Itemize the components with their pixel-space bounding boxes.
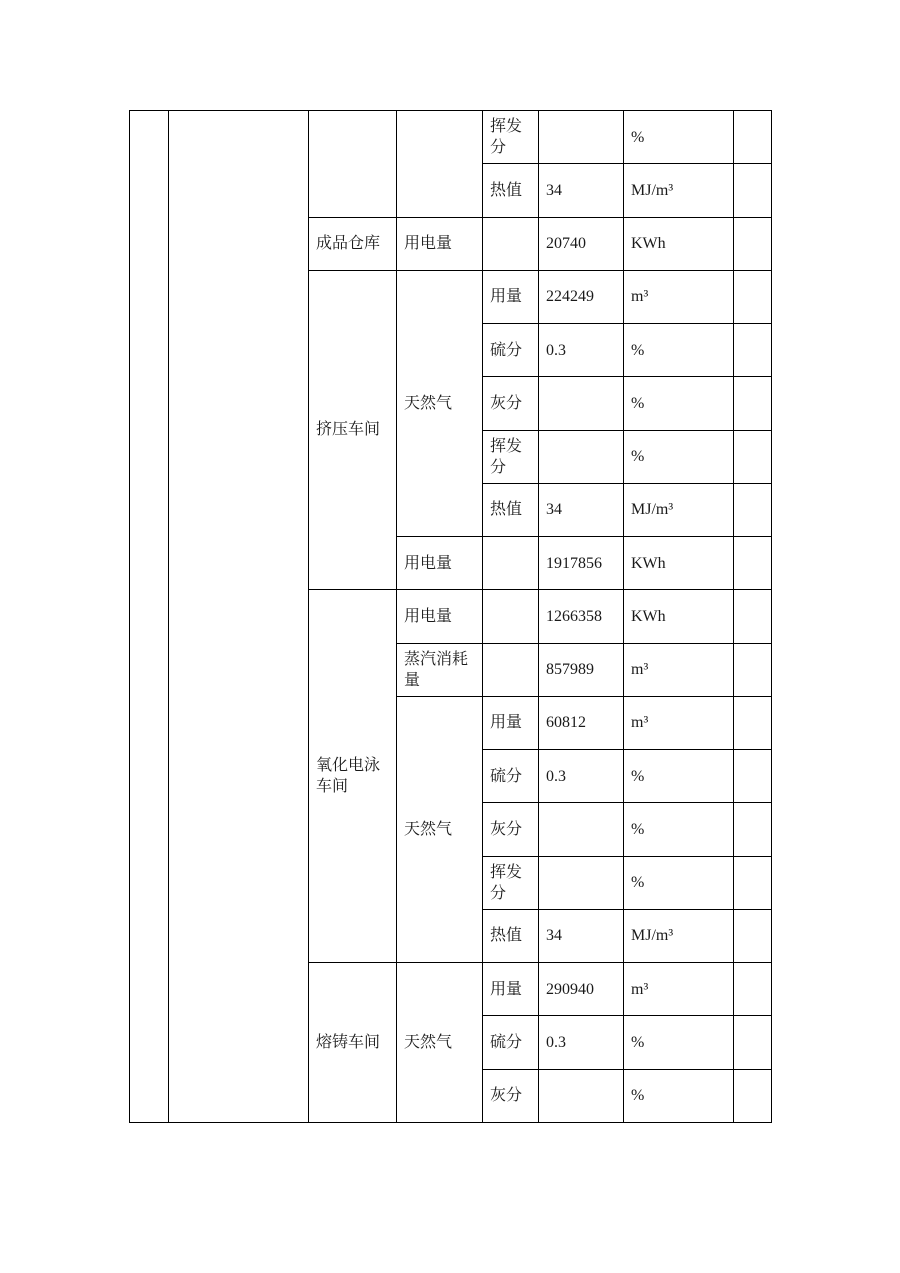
cell-unit: KWh (624, 217, 734, 270)
cell-parameter: 硫分 (483, 1016, 539, 1069)
cell-energy-type: 用电量 (397, 590, 483, 643)
cell-unit: % (624, 1016, 734, 1069)
cell-parameter: 灰分 (483, 377, 539, 430)
cell-unit: MJ/m³ (624, 164, 734, 217)
cell-value: 0.3 (539, 750, 624, 803)
cell-value (539, 1069, 624, 1122)
cell-spacer-right (734, 856, 772, 909)
cell-spacer-right (734, 590, 772, 643)
energy-consumption-table (129, 110, 772, 1123)
cell-parameter (483, 217, 539, 270)
cell-energy-type: 天然气 (397, 696, 483, 962)
cell-value: 60812 (539, 696, 624, 749)
cell-unit: m³ (624, 270, 734, 323)
cell-value: 224249 (539, 270, 624, 323)
cell-spacer-right (734, 483, 772, 536)
cell-energy-type (397, 111, 483, 218)
cell-spacer-right (734, 1069, 772, 1122)
cell-value: 290940 (539, 963, 624, 1016)
table-row (130, 111, 772, 164)
cell-spacer-wide (169, 111, 309, 1123)
cell-value: 34 (539, 909, 624, 962)
cell-value: 1266358 (539, 590, 624, 643)
cell-parameter: 挥发分 (483, 856, 539, 909)
cell-spacer-right (734, 430, 772, 483)
cell-parameter: 用量 (483, 696, 539, 749)
cell-spacer-right (734, 696, 772, 749)
cell-unit: MJ/m³ (624, 483, 734, 536)
energy-table-body (130, 111, 772, 1123)
cell-value: 34 (539, 164, 624, 217)
cell-spacer-right (734, 1016, 772, 1069)
cell-workshop: 氧化电泳车间 (309, 590, 397, 963)
cell-spacer-right (734, 963, 772, 1016)
cell-value: 1917856 (539, 537, 624, 590)
cell-parameter: 热值 (483, 483, 539, 536)
cell-unit: KWh (624, 537, 734, 590)
cell-parameter (483, 643, 539, 696)
cell-unit: % (624, 1069, 734, 1122)
cell-spacer-right (734, 377, 772, 430)
cell-workshop: 成品仓库 (309, 217, 397, 270)
cell-value: 0.3 (539, 1016, 624, 1069)
cell-unit: MJ/m³ (624, 909, 734, 962)
cell-parameter: 用量 (483, 270, 539, 323)
cell-spacer-right (734, 909, 772, 962)
cell-parameter: 灰分 (483, 803, 539, 856)
cell-energy-type: 用电量 (397, 537, 483, 590)
cell-spacer-right (734, 164, 772, 217)
cell-parameter: 灰分 (483, 1069, 539, 1122)
cell-energy-type: 蒸汽消耗量 (397, 643, 483, 696)
cell-value (539, 803, 624, 856)
cell-value (539, 856, 624, 909)
cell-unit: % (624, 324, 734, 377)
cell-parameter: 硫分 (483, 750, 539, 803)
cell-spacer-right (734, 803, 772, 856)
cell-unit: m³ (624, 643, 734, 696)
cell-spacer-right (734, 643, 772, 696)
cell-value (539, 430, 624, 483)
cell-unit: % (624, 803, 734, 856)
cell-spacer-right (734, 750, 772, 803)
cell-unit: % (624, 430, 734, 483)
cell-unit: KWh (624, 590, 734, 643)
cell-parameter (483, 590, 539, 643)
cell-energy-type: 天然气 (397, 270, 483, 536)
cell-workshop (309, 111, 397, 218)
cell-unit: % (624, 111, 734, 164)
cell-unit: % (624, 856, 734, 909)
cell-value (539, 111, 624, 164)
cell-spacer-left (130, 111, 169, 1123)
cell-parameter: 用量 (483, 963, 539, 1016)
cell-value: 0.3 (539, 324, 624, 377)
cell-parameter: 挥发分 (483, 111, 539, 164)
cell-spacer-right (734, 217, 772, 270)
cell-spacer-right (734, 537, 772, 590)
cell-parameter: 挥发分 (483, 430, 539, 483)
cell-parameter: 热值 (483, 909, 539, 962)
cell-workshop: 熔铸车间 (309, 963, 397, 1123)
cell-value: 34 (539, 483, 624, 536)
cell-parameter: 硫分 (483, 324, 539, 377)
cell-unit: m³ (624, 963, 734, 1016)
cell-spacer-right (734, 270, 772, 323)
cell-energy-type: 用电量 (397, 217, 483, 270)
cell-parameter (483, 537, 539, 590)
cell-unit: m³ (624, 696, 734, 749)
cell-value: 20740 (539, 217, 624, 270)
cell-spacer-right (734, 111, 772, 164)
cell-parameter: 热值 (483, 164, 539, 217)
cell-unit: % (624, 750, 734, 803)
cell-workshop: 挤压车间 (309, 270, 397, 590)
cell-energy-type: 天然气 (397, 963, 483, 1123)
cell-unit: % (624, 377, 734, 430)
cell-value: 857989 (539, 643, 624, 696)
cell-value (539, 377, 624, 430)
cell-spacer-right (734, 324, 772, 377)
